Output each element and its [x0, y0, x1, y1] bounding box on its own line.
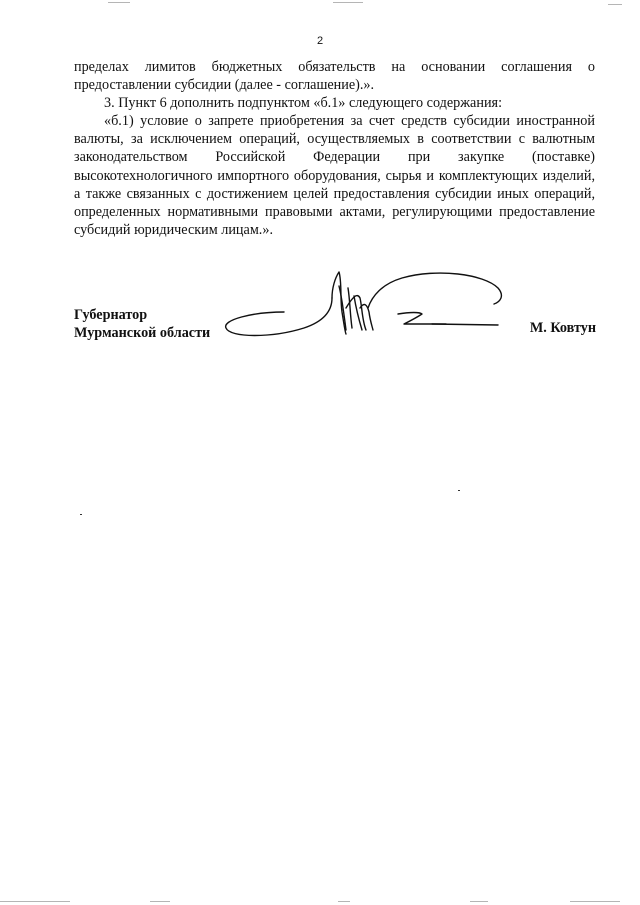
- signatory-position-line2: Мурманской области: [74, 325, 211, 341]
- bottom-scan-mark-left: [0, 901, 70, 902]
- signature-block: [74, 268, 604, 358]
- handwritten-signature: [222, 268, 512, 348]
- bottom-scan-mark-right: [570, 901, 620, 902]
- top-scan-mark-right: [608, 4, 622, 5]
- top-scan-mark-center: [333, 2, 363, 3]
- page-number: 2: [316, 35, 324, 47]
- paragraph-subitem-b1: «б.1) условие о запрете приобретения за счет средств субсидии иностранной валюты, за исключением операций, осуществляемых в соответствии с валютным законодательством Российской Федерации при закупке (поставке) высокотехнологичного импортного оборудования, сырья и комплектующих изделий, а также связанных с достижением целей предоставления субсидии иных операций, определенных нормативными правовыми актами, регулирующими предоставление субсидий юридическим лицам.».: [74, 113, 595, 238]
- bottom-scan-mark-mid-left: [150, 901, 170, 902]
- paragraph-item-3: 3. Пункт 6 дополнить подпунктом «б.1» следующего содержания:: [104, 95, 503, 112]
- document-body: [74, 58, 595, 239]
- bottom-scan-mark-mid-right: [470, 901, 488, 902]
- signatory-name: М. Ковтун: [529, 320, 596, 336]
- bottom-scan-mark-center: [338, 901, 350, 902]
- top-scan-mark-left: [108, 2, 130, 3]
- scan-speck: [80, 514, 82, 515]
- paragraph-continuation: пределах лимитов бюджетных обязательств на основании соглашения о предоставлении субсидии (далее - соглашение).».: [74, 59, 595, 94]
- signatory-position-line1: Губернатор: [74, 307, 148, 323]
- scan-speck: [458, 490, 460, 491]
